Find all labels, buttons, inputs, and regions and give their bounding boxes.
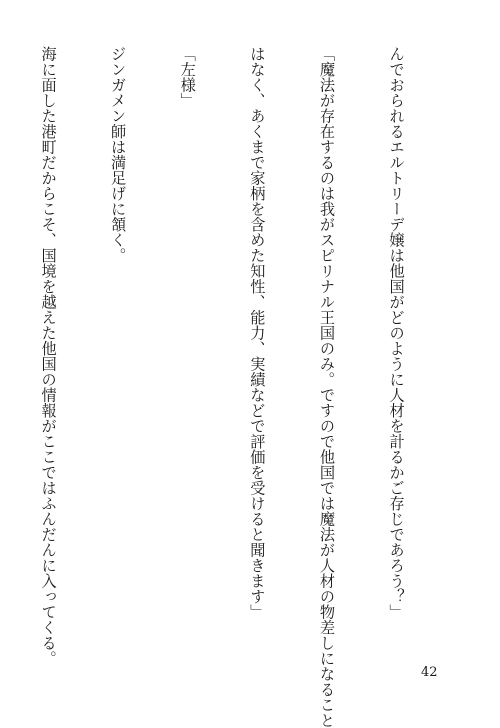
text-line: ジンガメン師は満足げに頷く。 — [109, 46, 128, 263]
text-line: んでおられるエルトリーデ嬢は他国がどのように人材を計るかご存じであろう？」 — [387, 46, 406, 620]
text-line: 「左様」 — [178, 46, 197, 108]
text-line: 「魔法が存在するのは我がスピリナル王国のみ。ですので他国では魔法が人材の物差しになること — [317, 46, 336, 728]
text-line: はなく、あくまで家柄を含めた知性、能力、実績などで評価を受けると聞きます」 — [248, 46, 267, 620]
text-line: 海に面した港町だからこそ、国境を越えた他国の情報がここではふんだんに入ってくる。 — [39, 46, 58, 666]
page-number: 42 — [421, 665, 438, 680]
